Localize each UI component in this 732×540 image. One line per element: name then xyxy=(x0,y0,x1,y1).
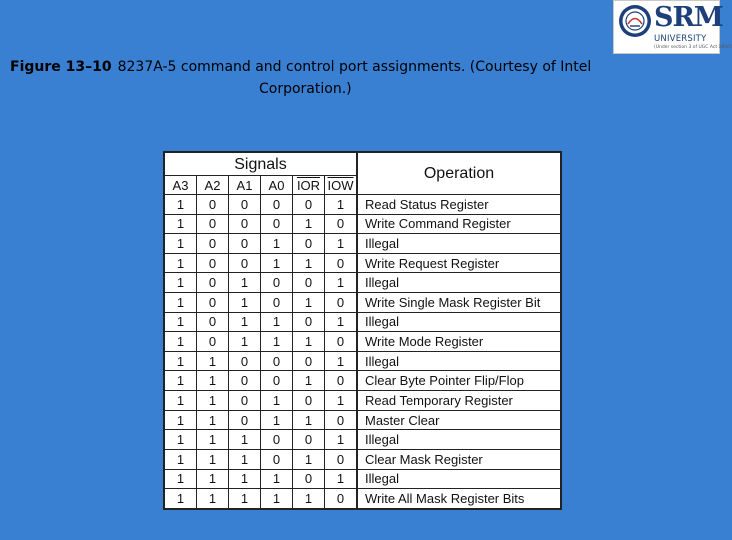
operation-cell: Write All Mask Register Bits xyxy=(357,489,561,509)
signal-cell: 1 xyxy=(293,293,325,313)
signal-cell: 1 xyxy=(261,410,293,430)
operation-cell: Clear Byte Pointer Flip/Flop xyxy=(357,371,561,391)
signal-cell: 0 xyxy=(197,293,229,313)
signal-cell: 1 xyxy=(164,391,197,411)
table-row xyxy=(164,293,561,313)
signal-cell: 0 xyxy=(197,253,229,273)
operation-cell: Illegal xyxy=(357,312,561,332)
university-seal-icon xyxy=(618,4,652,38)
signal-cell: 1 xyxy=(164,293,197,313)
signal-cell: 0 xyxy=(229,371,261,391)
signal-cell: 1 xyxy=(261,234,293,254)
signal-cell: 0 xyxy=(261,371,293,391)
operation-cell: Read Temporary Register xyxy=(357,391,561,411)
signal-cell: 0 xyxy=(293,430,325,450)
table-body xyxy=(164,195,561,510)
caption-line-2: Corporation.) xyxy=(259,81,352,97)
signal-cell: 1 xyxy=(229,293,261,313)
column-header-a1: A1 xyxy=(229,176,261,195)
signal-cell: 1 xyxy=(164,469,197,489)
column-header-a0: A0 xyxy=(261,176,293,195)
signal-cell: 0 xyxy=(293,469,325,489)
table-row xyxy=(164,214,561,234)
signal-cell: 1 xyxy=(293,449,325,469)
table-row xyxy=(164,449,561,469)
signal-cell: 0 xyxy=(325,214,358,234)
table-row xyxy=(164,351,561,371)
signal-cell: 1 xyxy=(293,253,325,273)
signal-cell: 1 xyxy=(325,312,358,332)
signal-cell: 0 xyxy=(197,332,229,352)
signal-cell: 0 xyxy=(325,489,358,509)
table-row xyxy=(164,391,561,411)
signal-cell: 0 xyxy=(261,430,293,450)
table-row xyxy=(164,469,561,489)
signal-cell: 0 xyxy=(229,214,261,234)
column-header-a2: A2 xyxy=(197,176,229,195)
figure-caption xyxy=(10,56,630,100)
table-row xyxy=(164,273,561,293)
signal-cell: 1 xyxy=(164,351,197,371)
signal-cell: 1 xyxy=(197,449,229,469)
signal-cell: 1 xyxy=(261,489,293,509)
port-assignment-table xyxy=(163,151,562,510)
signal-cell: 0 xyxy=(325,253,358,273)
operation-cell: Clear Mask Register xyxy=(357,449,561,469)
signal-cell: 1 xyxy=(325,195,358,215)
signal-cell: 0 xyxy=(261,449,293,469)
signal-cell: 1 xyxy=(261,391,293,411)
signal-cell: 1 xyxy=(293,214,325,234)
signal-cell: 1 xyxy=(325,391,358,411)
logo-university-name: UNIVERSITY xyxy=(654,34,707,44)
signal-cell: 1 xyxy=(164,489,197,509)
operation-cell: Read Status Register xyxy=(357,195,561,215)
signal-cell: 1 xyxy=(229,332,261,352)
signal-cell: 1 xyxy=(164,195,197,215)
table-row xyxy=(164,234,561,254)
signal-cell: 1 xyxy=(325,430,358,450)
operation-cell: Master Clear xyxy=(357,410,561,430)
signal-cell: 0 xyxy=(229,391,261,411)
signal-cell: 1 xyxy=(261,312,293,332)
signal-cell: 1 xyxy=(164,410,197,430)
signal-cell: 1 xyxy=(197,371,229,391)
figure-label: Figure 13–10 xyxy=(10,59,112,75)
operation-cell: Illegal xyxy=(357,430,561,450)
signal-cell: 1 xyxy=(229,430,261,450)
operation-cell: Illegal xyxy=(357,273,561,293)
signal-cell: 0 xyxy=(261,351,293,371)
operation-cell: Write Request Register xyxy=(357,253,561,273)
signal-cell: 1 xyxy=(261,469,293,489)
signal-cell: 0 xyxy=(293,391,325,411)
signal-cell: 1 xyxy=(229,469,261,489)
signal-cell: 0 xyxy=(197,214,229,234)
signal-cell: 1 xyxy=(164,273,197,293)
table-row xyxy=(164,253,561,273)
signal-cell: 0 xyxy=(229,410,261,430)
signal-cell: 1 xyxy=(293,332,325,352)
signal-cell: 0 xyxy=(261,214,293,234)
signal-cell: 1 xyxy=(229,312,261,332)
signal-cell: 1 xyxy=(261,332,293,352)
operation-cell: Illegal xyxy=(357,469,561,489)
signal-cell: 0 xyxy=(261,273,293,293)
signal-cell: 1 xyxy=(325,234,358,254)
table-row xyxy=(164,410,561,430)
signal-cell: 1 xyxy=(293,489,325,509)
signal-cell: 1 xyxy=(164,234,197,254)
column-header-iow: $\overline{IOW}$ xyxy=(325,176,358,195)
signal-cell: 0 xyxy=(325,371,358,391)
signal-cell: 1 xyxy=(164,430,197,450)
srm-logo xyxy=(613,0,732,54)
signal-cell: 1 xyxy=(197,469,229,489)
column-header-a3: A3 xyxy=(164,176,197,195)
signal-cell: 1 xyxy=(164,449,197,469)
operation-header: Operation xyxy=(357,152,561,195)
signal-cell: 1 xyxy=(293,410,325,430)
table-row xyxy=(164,195,561,215)
signal-cell: 0 xyxy=(293,312,325,332)
signal-cell: 0 xyxy=(325,293,358,313)
signal-cell: 0 xyxy=(197,234,229,254)
operation-cell: Write Single Mask Register Bit xyxy=(357,293,561,313)
signal-cell: 1 xyxy=(197,410,229,430)
signal-cell: 0 xyxy=(197,195,229,215)
signal-cell: 1 xyxy=(229,273,261,293)
signal-cell: 1 xyxy=(293,371,325,391)
signal-cell: 0 xyxy=(229,234,261,254)
signal-cell: 0 xyxy=(325,449,358,469)
signal-cell: 0 xyxy=(325,410,358,430)
operation-cell: Write Mode Register xyxy=(357,332,561,352)
table-row xyxy=(164,371,561,391)
caption-line-1 xyxy=(10,56,630,78)
table-row xyxy=(164,332,561,352)
signal-cell: 1 xyxy=(197,430,229,450)
table-row xyxy=(164,489,561,509)
signal-cell: 1 xyxy=(164,371,197,391)
operation-cell: Write Command Register xyxy=(357,214,561,234)
signal-cell: 1 xyxy=(197,351,229,371)
signal-cell: 0 xyxy=(293,351,325,371)
signal-cell: 1 xyxy=(164,332,197,352)
signal-cell: 0 xyxy=(229,351,261,371)
logo-subtitle: (Under section 3 of UGC Act 1956) xyxy=(654,45,732,50)
signal-cell: 1 xyxy=(229,489,261,509)
signal-cell: 1 xyxy=(164,253,197,273)
signal-cell: 0 xyxy=(197,312,229,332)
operation-cell: Illegal xyxy=(357,234,561,254)
table-row xyxy=(164,312,561,332)
signal-cell: 0 xyxy=(325,332,358,352)
table-row xyxy=(164,430,561,450)
signal-cell: 0 xyxy=(293,195,325,215)
signal-cell: 0 xyxy=(261,293,293,313)
signal-cell: 1 xyxy=(229,449,261,469)
signal-cell: 1 xyxy=(261,253,293,273)
signal-cell: 1 xyxy=(325,469,358,489)
signal-cell: 1 xyxy=(325,351,358,371)
signal-cell: 1 xyxy=(197,391,229,411)
signal-cell: 0 xyxy=(293,234,325,254)
signal-cell: 0 xyxy=(229,253,261,273)
operation-cell: Illegal xyxy=(357,351,561,371)
signal-cell: 0 xyxy=(293,273,325,293)
signal-cell: 1 xyxy=(164,312,197,332)
signals-header: Signals xyxy=(164,152,357,176)
signal-cell: 0 xyxy=(229,195,261,215)
signal-cell: 1 xyxy=(197,489,229,509)
caption-text-1: 8237A-5 command and control port assignments. (Courtesy of Intel xyxy=(117,59,592,75)
signal-cell: 1 xyxy=(325,273,358,293)
logo-brand: SRM xyxy=(654,2,723,33)
signal-cell: 1 xyxy=(164,214,197,234)
column-header-ior: $\overline{IOR}$ xyxy=(293,176,325,195)
signal-cell: 0 xyxy=(261,195,293,215)
signal-cell: 0 xyxy=(197,273,229,293)
